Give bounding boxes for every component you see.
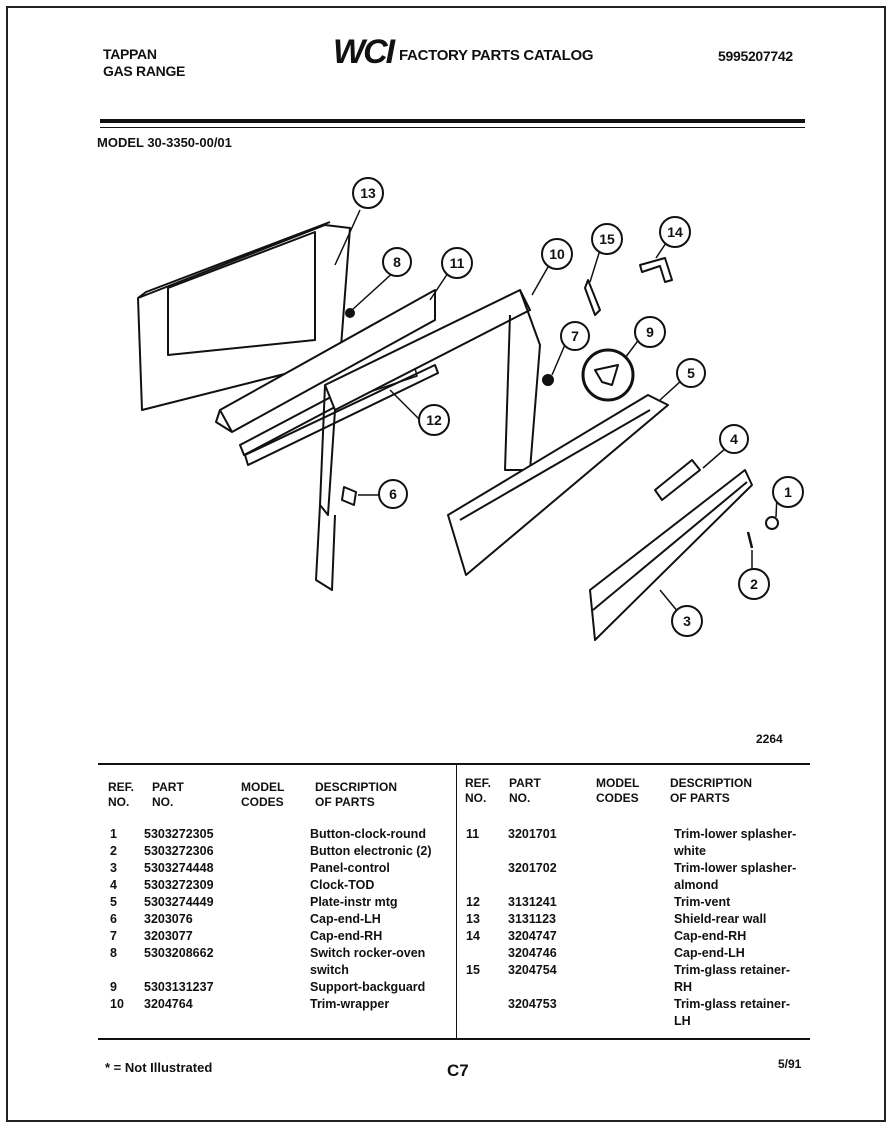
catalog-number: 5995207742 xyxy=(718,48,793,64)
table-bottom-rule xyxy=(98,1038,810,1040)
part-description: Plate-instr mtg xyxy=(310,895,398,909)
part-button-electronic xyxy=(748,532,752,548)
ref-no: 13 xyxy=(466,912,480,926)
part-plate-instr-mtg xyxy=(448,395,668,575)
ref-no: 11 xyxy=(466,827,480,841)
callout-15: 15 xyxy=(599,231,615,247)
ref-no: 15 xyxy=(466,963,480,977)
table-row xyxy=(466,843,806,860)
table-row xyxy=(466,1013,806,1030)
part-description: Support-backguard xyxy=(310,980,426,994)
table-column-divider xyxy=(456,765,457,1038)
figure-number: 2264 xyxy=(756,732,783,746)
part-no: 3204747 xyxy=(508,929,557,943)
part-description: almond xyxy=(674,878,719,892)
part-description: Trim-glass retainer- xyxy=(674,997,791,1011)
part-no: 5303272306 xyxy=(144,844,214,858)
callout-10: 10 xyxy=(549,246,565,262)
col-header-model-right: MODEL CODES xyxy=(596,776,640,805)
not-illustrated-note: * = Not Illustrated xyxy=(105,1060,213,1075)
table-row xyxy=(104,894,454,911)
part-description: Trim-lower splasher- xyxy=(674,827,797,841)
model-number: MODEL 30-3350-00/01 xyxy=(97,135,232,150)
part-no: 5303131237 xyxy=(144,980,214,994)
table-row xyxy=(466,979,806,996)
part-description: Trim-glass retainer- xyxy=(674,963,791,977)
ref-no: 9 xyxy=(110,980,117,994)
ref-no: 7 xyxy=(110,929,117,943)
part-no: 3201702 xyxy=(508,861,557,875)
col-header-model: MODEL CODES xyxy=(241,780,285,809)
part-description: Panel-control xyxy=(310,861,390,875)
part-description: Trim-vent xyxy=(674,895,731,909)
callout-13: 13 xyxy=(360,185,376,201)
part-cap-end-rh xyxy=(640,258,672,282)
page-code: C7 xyxy=(447,1061,469,1080)
ref-no: 3 xyxy=(110,861,117,875)
callout-4: 4 xyxy=(730,431,738,447)
part-button-clock-round xyxy=(766,517,778,529)
table-top-rule xyxy=(98,763,810,765)
table-row xyxy=(466,860,806,877)
callout-8: 8 xyxy=(393,254,401,270)
callout-2: 2 xyxy=(750,576,758,592)
part-description: Clock-TOD xyxy=(310,878,375,892)
col-header-ref-right: REF. NO. xyxy=(465,776,492,805)
table-row xyxy=(466,826,806,843)
part-no: 5303272309 xyxy=(144,878,214,892)
revision-date: 5/91 xyxy=(778,1057,802,1071)
part-no: 5303274449 xyxy=(144,895,214,909)
table-row xyxy=(466,945,806,962)
parts-list-left xyxy=(104,826,454,1013)
part-panel-control xyxy=(590,470,752,640)
exploded-parts-diagram xyxy=(120,170,820,660)
table-row xyxy=(104,843,454,860)
table-row xyxy=(104,962,454,979)
ref-no: 12 xyxy=(466,895,480,909)
wci-logo: WCI xyxy=(333,33,394,71)
part-description: Cap-end-LH xyxy=(310,912,381,926)
part-no: 5303208662 xyxy=(144,946,214,960)
part-no: 5303274448 xyxy=(144,861,214,875)
part-glass-retainer xyxy=(585,280,600,315)
part-description: Trim-wrapper xyxy=(310,997,390,1011)
part-description: Cap-end-RH xyxy=(310,929,383,943)
part-no: 3204746 xyxy=(508,946,557,960)
ref-no: 4 xyxy=(110,878,117,892)
callout-11: 11 xyxy=(449,255,465,271)
part-description: LH xyxy=(674,1014,691,1028)
part-no: 3203076 xyxy=(144,912,193,926)
part-no: 3201701 xyxy=(508,827,557,841)
ref-no: 1 xyxy=(110,827,117,841)
catalog-title: FACTORY PARTS CATALOG xyxy=(399,47,594,64)
part-description: Cap-end-RH xyxy=(674,929,747,943)
part-no: 3204754 xyxy=(508,963,557,977)
part-description: RH xyxy=(674,980,693,994)
col-header-part-right: PART NO. xyxy=(509,776,541,805)
part-no: 3203077 xyxy=(144,929,193,943)
header-rule-thin xyxy=(100,127,805,128)
ref-no: 14 xyxy=(466,929,480,943)
part-description: Cap-end-LH xyxy=(674,946,745,960)
ref-no: 5 xyxy=(110,895,117,909)
part-description: Trim-lower splasher- xyxy=(674,861,797,875)
callout-12: 12 xyxy=(426,412,442,428)
part-no: 3204753 xyxy=(508,997,557,1011)
col-header-desc: DESCRIPTION OF PARTS xyxy=(315,780,398,809)
table-row xyxy=(466,911,806,928)
col-header-desc-right: DESCRIPTION OF PARTS xyxy=(670,776,753,805)
callout-1: 1 xyxy=(784,484,792,500)
header-rule xyxy=(100,119,805,123)
table-row xyxy=(104,996,454,1013)
table-row xyxy=(466,996,806,1013)
part-clock-tod xyxy=(655,460,700,500)
col-header-ref: REF. NO. xyxy=(108,780,135,809)
col-header-part: PART NO. xyxy=(152,780,184,809)
table-row xyxy=(104,860,454,877)
table-row xyxy=(466,894,806,911)
part-trim-wrapper xyxy=(316,290,540,590)
table-row xyxy=(104,911,454,928)
callout-14: 14 xyxy=(667,224,683,240)
table-row xyxy=(104,945,454,962)
ref-no: 6 xyxy=(110,912,117,926)
table-row xyxy=(104,928,454,945)
callout-5: 5 xyxy=(687,365,695,381)
ref-no: 10 xyxy=(110,997,124,1011)
ref-no: 2 xyxy=(110,844,117,858)
callout-6: 6 xyxy=(389,486,397,502)
table-row xyxy=(466,928,806,945)
callout-9: 9 xyxy=(646,324,654,340)
table-row xyxy=(104,979,454,996)
part-description: switch xyxy=(310,963,349,977)
part-description: Button electronic (2) xyxy=(310,844,432,858)
part-cap-end-rh-small xyxy=(543,375,553,385)
part-no: 3131123 xyxy=(508,912,556,926)
part-no: 5303272305 xyxy=(144,827,214,841)
product-name: GAS RANGE xyxy=(103,63,186,79)
brand-block xyxy=(103,46,185,80)
callout-3: 3 xyxy=(683,613,691,629)
part-description: Button-clock-round xyxy=(310,827,426,841)
table-row xyxy=(104,877,454,894)
part-no: 3131241 xyxy=(508,895,557,909)
brand-name: TAPPAN xyxy=(103,46,157,62)
part-cap-end-lh xyxy=(342,487,356,505)
parts-list-right xyxy=(466,826,806,1030)
table-row xyxy=(104,826,454,843)
part-description: Switch rocker-oven xyxy=(310,946,426,960)
callout-7: 7 xyxy=(571,328,579,344)
part-description: white xyxy=(674,844,706,858)
table-row xyxy=(466,877,806,894)
table-row xyxy=(466,962,806,979)
ref-no: 8 xyxy=(110,946,117,960)
part-description: Shield-rear wall xyxy=(674,912,767,926)
part-no: 3204764 xyxy=(144,997,193,1011)
